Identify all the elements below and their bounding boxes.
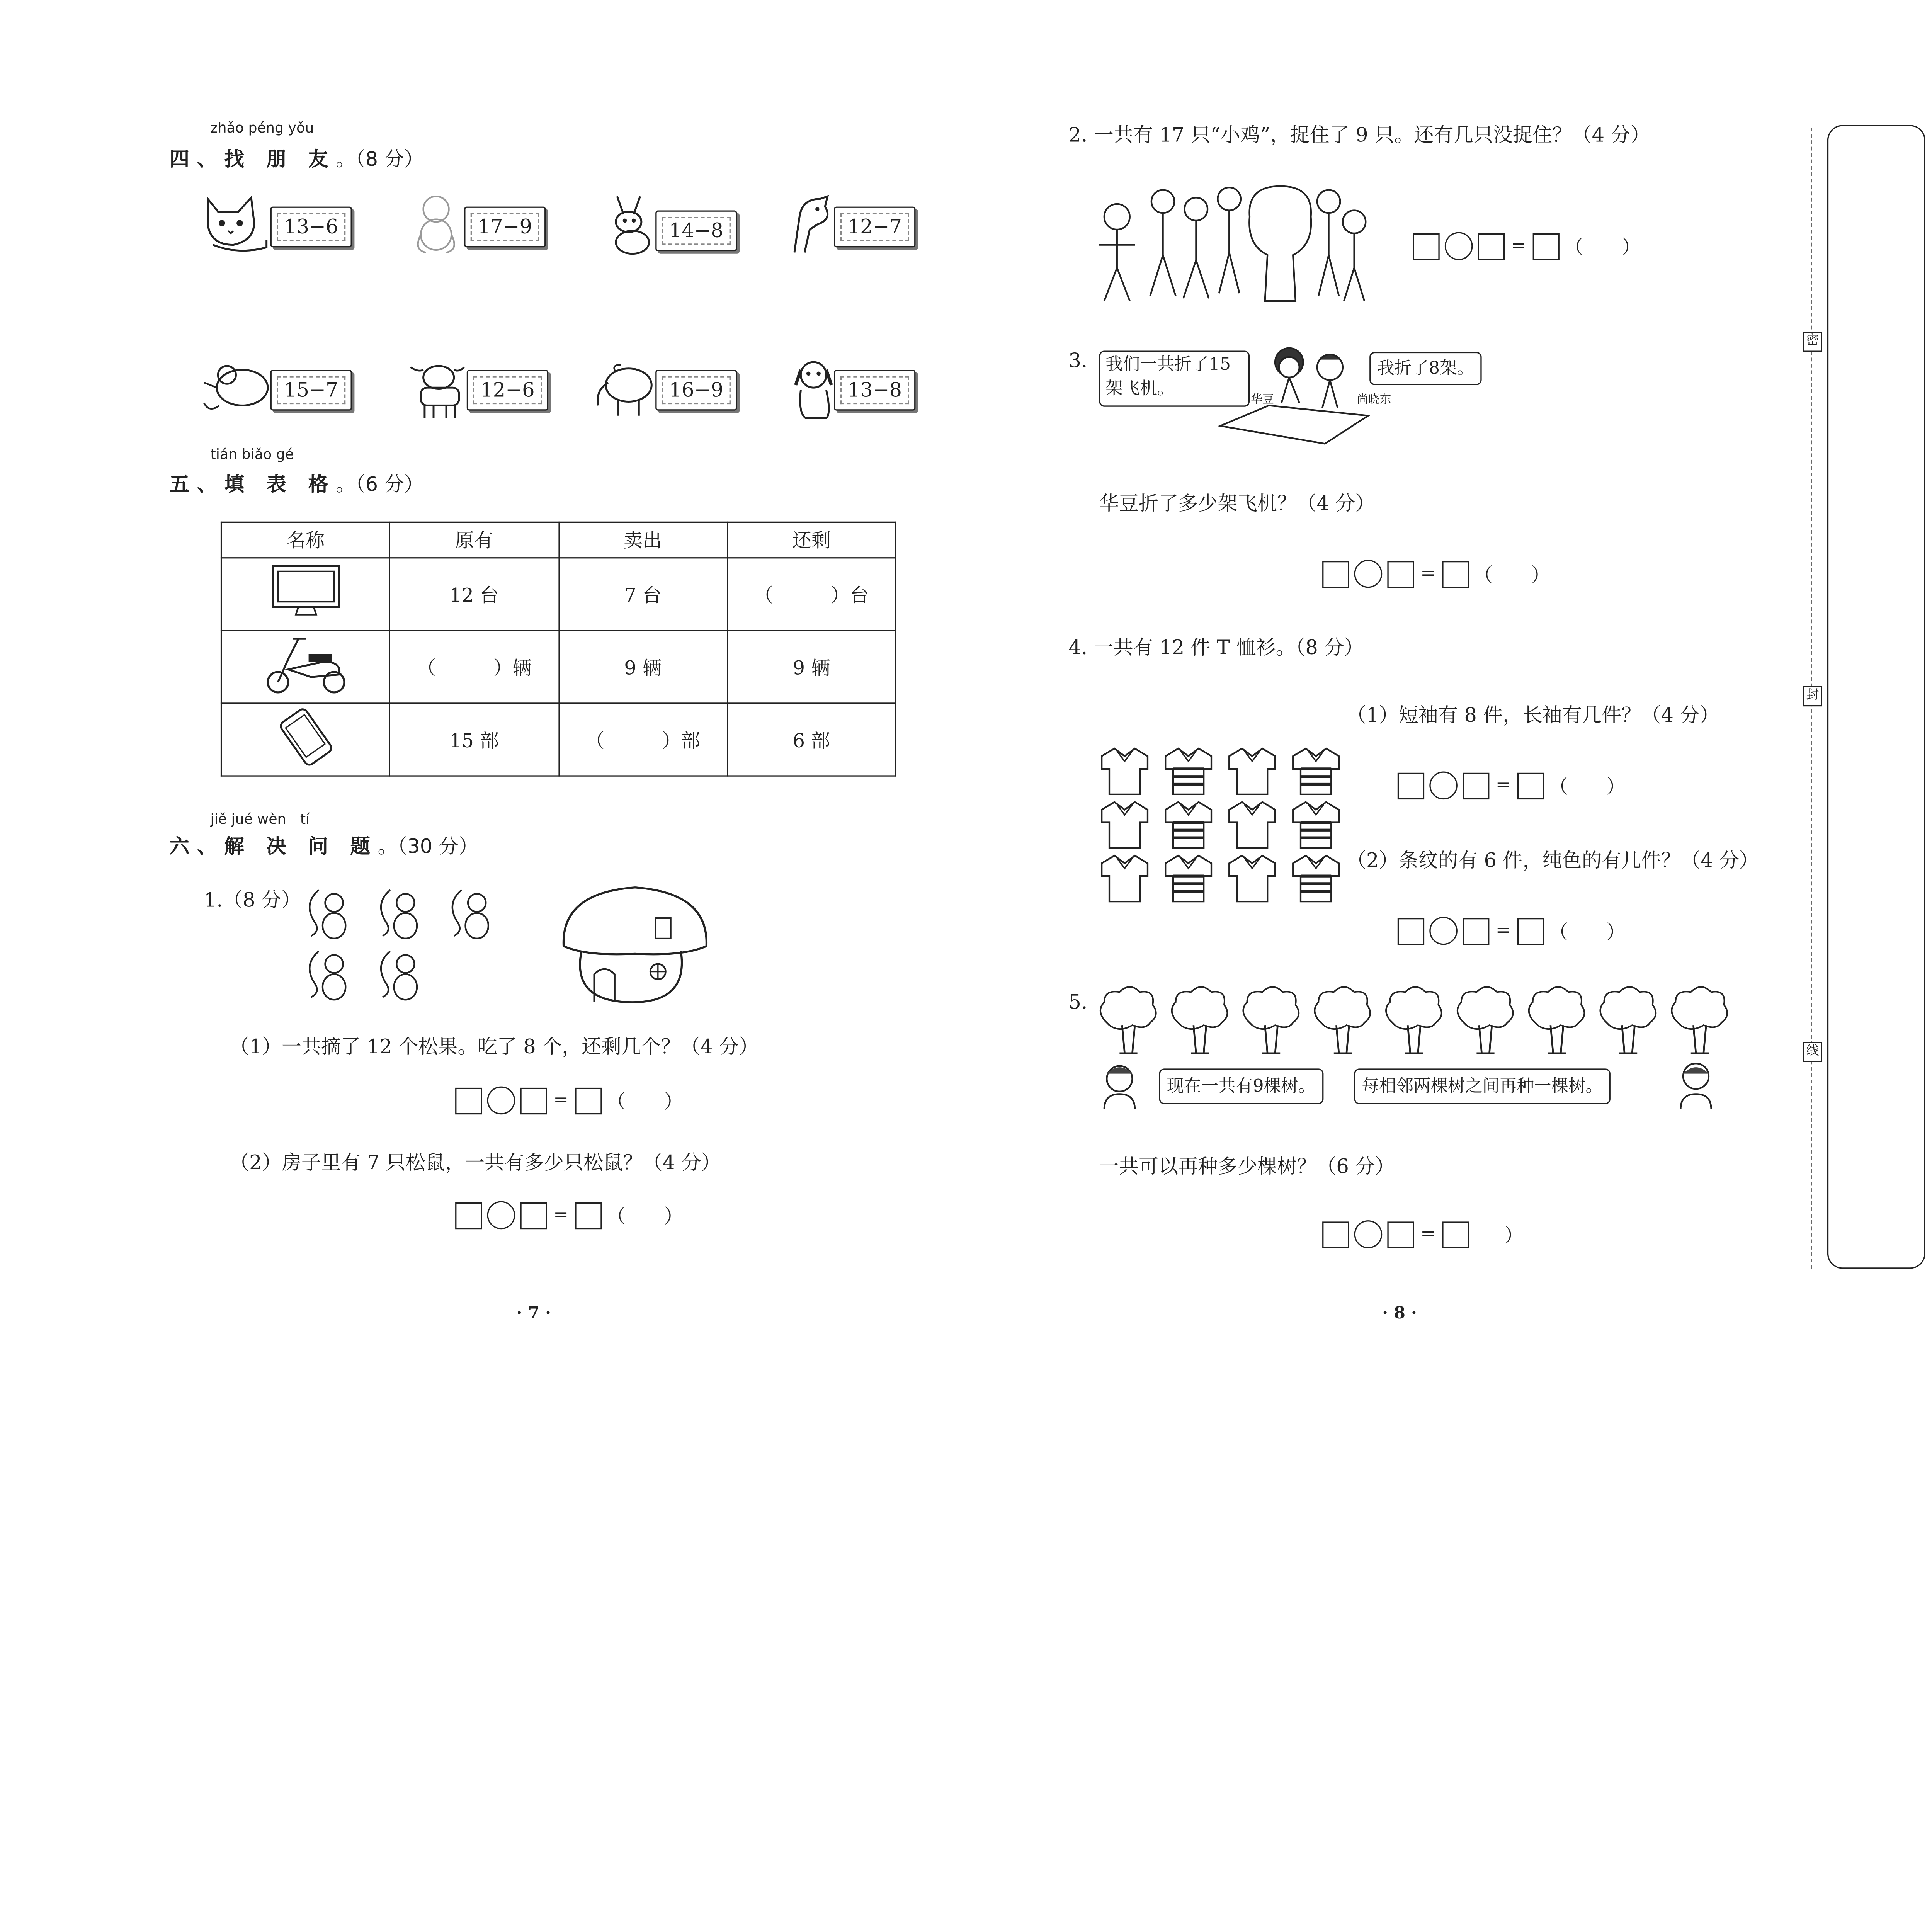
equals-sign: =: [553, 1090, 568, 1111]
table-cell: 9 辆: [558, 631, 727, 703]
answer-box[interactable]: [1413, 233, 1439, 259]
tree-icon: [1600, 987, 1656, 1053]
t-shirt-icon: [1165, 855, 1211, 901]
monkey-icon: [408, 191, 466, 258]
answer-box[interactable]: [1387, 1221, 1414, 1248]
unit-paren[interactable]: （ ）: [1473, 563, 1550, 586]
section6-score: 。（30 分）: [378, 835, 478, 858]
table-cell: 7 台: [558, 558, 727, 631]
q5-label: 5.: [1068, 991, 1088, 1014]
section6-title-text: 六、解 决 问 题: [169, 835, 378, 858]
tree-icon: [1100, 987, 1156, 1053]
t-shirt-icon: [1102, 855, 1148, 901]
table-header: 还剩: [727, 522, 896, 558]
unit-paren[interactable]: （ ）: [1564, 235, 1641, 259]
answer-expression: [455, 1201, 683, 1230]
equals-sign: =: [553, 1205, 568, 1226]
operator-circle[interactable]: [1354, 560, 1383, 588]
table-cell: 15 部: [390, 703, 558, 776]
unit-paren[interactable]: （ ）: [606, 1204, 683, 1228]
speech-bubble: 我折了8架。: [1369, 352, 1482, 385]
unit-paren[interactable]: （ ）: [606, 1089, 683, 1113]
seal-mark: 封: [1803, 686, 1822, 706]
answer-expression: [1322, 1220, 1525, 1248]
answer-box[interactable]: [455, 1087, 482, 1114]
t-shirt-icon: [1293, 855, 1339, 901]
speech-bubble: 每相邻两棵树之间再种一棵树。: [1354, 1068, 1611, 1104]
equals-sign: =: [1420, 1224, 1435, 1245]
operator-circle[interactable]: [487, 1087, 515, 1115]
section5-title-text: 五、填 表 格: [169, 473, 336, 496]
subtraction-card[interactable]: 12−6: [467, 370, 548, 411]
fill-table: [221, 522, 896, 777]
q2-text: 2. 一共有 17 只“小鸡”，捉住了 9 只。还有几只没捉住？（4 分）: [1068, 124, 1650, 147]
section5-score: 。（6 分）: [335, 473, 424, 496]
seal-mark: 线: [1803, 1042, 1822, 1062]
cat-icon: [200, 191, 270, 258]
answer-box[interactable]: [1478, 233, 1505, 259]
q3-question: 华豆折了多少架飞机？（4 分）: [1099, 492, 1375, 515]
answer-box[interactable]: [1532, 233, 1559, 259]
t-shirt-icon: [1102, 802, 1148, 848]
table-item-cell: [221, 558, 390, 631]
answer-box[interactable]: [1517, 917, 1544, 944]
subtraction-card[interactable]: 15−7: [270, 370, 352, 411]
page-number-7: · 7 ·: [516, 1304, 551, 1324]
binding-panel: [1827, 125, 1925, 1269]
rabbit-icon: [602, 191, 660, 258]
children-chasing-illustration: [1094, 179, 1374, 306]
q4-sub1: （1）短袖有 8 件，长袖有几件？（4 分）: [1346, 704, 1719, 727]
t-shirt-icon: [1229, 748, 1275, 794]
table-item-cell: [221, 631, 390, 703]
t-shirt-icon: [1165, 802, 1211, 848]
answer-box[interactable]: [1463, 917, 1489, 944]
q4-text: 4. 一共有 12 件 T 恤衫。（8 分）: [1068, 636, 1364, 660]
q1-label: 1.（8 分）: [204, 889, 301, 912]
equals-sign: =: [1495, 920, 1511, 941]
squirrel-icon: [310, 951, 345, 1000]
section5-title: [170, 469, 424, 497]
table-answer-cell[interactable]: （ ）部: [558, 703, 727, 776]
section4-score: 。（8 分）: [335, 148, 424, 171]
squirrel-icon: [381, 890, 417, 938]
answer-expression: [1398, 772, 1626, 800]
operator-circle[interactable]: [1354, 1220, 1383, 1248]
answer-expression: [1322, 560, 1550, 588]
subtraction-card[interactable]: 16−9: [655, 370, 737, 411]
section4-title-text: 四、找 朋 友: [169, 148, 336, 171]
table-header: 原有: [390, 522, 558, 558]
answer-box[interactable]: [455, 1202, 482, 1228]
answer-expression: [1413, 232, 1641, 260]
unit-paren[interactable]: （ ）: [1549, 920, 1626, 943]
answer-box[interactable]: [1463, 772, 1489, 799]
operator-circle[interactable]: [487, 1201, 515, 1230]
subtraction-card[interactable]: 12−7: [834, 207, 915, 248]
table-header: 名称: [221, 522, 390, 558]
trees-row-illustration: [1094, 982, 1731, 1058]
section4-title: [170, 144, 424, 172]
answer-box[interactable]: [1442, 560, 1468, 587]
squirrel-icon: [381, 951, 417, 1000]
table-row: [221, 558, 896, 631]
squirrels-illustration: [301, 885, 505, 1005]
speech-bubble: 我们一共折了15架飞机。: [1099, 351, 1250, 407]
equals-sign: =: [1420, 563, 1435, 584]
table-answer-cell[interactable]: （ ）台: [727, 558, 896, 631]
answer-box[interactable]: [1387, 560, 1414, 587]
mushroom-house-icon: [556, 880, 716, 1007]
t-shirt-icon: [1165, 748, 1211, 794]
answer-box[interactable]: [1398, 772, 1424, 799]
table-answer-cell[interactable]: （ ）辆: [390, 631, 558, 703]
answer-box[interactable]: [575, 1202, 601, 1228]
tree-icon: [1672, 987, 1727, 1053]
answer-expression: [1398, 917, 1626, 945]
table-cell: 6 部: [727, 703, 896, 776]
mobile-phone-icon: [267, 706, 344, 767]
subtraction-card[interactable]: 13−6: [270, 207, 352, 248]
boy-icon: [1670, 1058, 1721, 1112]
cow-icon: [405, 357, 469, 421]
horse-icon: [787, 191, 838, 258]
speech-bubble: 现在一共有9棵树。: [1159, 1068, 1323, 1104]
girl-icon: [1094, 1061, 1145, 1112]
t-shirt-icon: [1229, 855, 1275, 901]
subtraction-card[interactable]: 17−9: [464, 207, 546, 248]
section4-pinyin: zhǎo péng yǒu: [210, 120, 314, 137]
subtraction-card[interactable]: 13−8: [834, 370, 915, 411]
t-shirt-icon: [1229, 802, 1275, 848]
tree-icon: [1315, 987, 1370, 1053]
answer-box[interactable]: [520, 1202, 547, 1228]
operator-circle[interactable]: [1429, 917, 1458, 945]
table-header: 卖出: [558, 522, 727, 558]
tree-icon: [1529, 987, 1585, 1053]
table-cell: 9 辆: [727, 631, 896, 703]
squirrel-icon: [310, 890, 345, 938]
elephant-icon: [590, 360, 657, 421]
tree-icon: [1386, 987, 1442, 1053]
scooter-icon: [260, 634, 352, 695]
squirrel-icon: [452, 890, 488, 938]
unit-paren[interactable]: （ ）: [1549, 774, 1626, 798]
answer-box[interactable]: [1322, 560, 1349, 587]
t-shirt-icon: [1102, 748, 1148, 794]
q5-question: 一共可以再种多少棵树？（6 分）: [1099, 1155, 1395, 1179]
name-label: 华豆: [1251, 394, 1274, 407]
tree-icon: [1172, 987, 1228, 1053]
answer-box[interactable]: [1322, 1221, 1349, 1248]
tree-icon: [1458, 987, 1513, 1053]
seal-mark: 密: [1803, 332, 1822, 352]
table-item-cell: [221, 703, 390, 776]
boys-folding-planes-illustration: [1218, 342, 1371, 446]
t-shirt-icon: [1293, 748, 1339, 794]
q1-sub2: （2）房子里有 7 只松鼠，一共有多少只松鼠？（4 分）: [230, 1151, 721, 1175]
section5-pinyin: tián biǎo gé: [210, 446, 294, 463]
q1-sub1: （1）一共摘了 12 个松果。吃了 8 个，还剩几个？（4 分）: [230, 1035, 759, 1058]
table-row: [221, 631, 896, 703]
table-cell: 12 台: [390, 558, 558, 631]
tree-icon: [1243, 987, 1299, 1053]
answer-box[interactable]: [575, 1087, 601, 1114]
page-number-8: · 8 ·: [1382, 1304, 1417, 1324]
answer-box[interactable]: [1517, 772, 1544, 799]
section6-title: [170, 832, 478, 860]
answer-box[interactable]: [1398, 917, 1424, 944]
equals-sign: =: [1495, 775, 1511, 796]
operator-circle[interactable]: [1429, 772, 1458, 800]
answer-box[interactable]: [1442, 1221, 1468, 1248]
subtraction-card[interactable]: 14−8: [655, 211, 737, 252]
q3-label: 3.: [1068, 349, 1088, 372]
t-shirts-illustration: [1099, 746, 1349, 904]
name-label: 尚晓东: [1357, 394, 1391, 407]
close-paren: ）: [1504, 1223, 1524, 1247]
operator-circle[interactable]: [1445, 232, 1473, 260]
q4-sub2: （2）条纹的有 6 件，纯色的有几件？（4 分）: [1346, 849, 1759, 872]
t-shirt-icon: [1293, 802, 1339, 848]
mouse-icon: [201, 360, 272, 416]
section6-pinyin: jiě jué wèn tí: [210, 811, 310, 828]
table-row: [221, 703, 896, 776]
answer-expression: [455, 1087, 683, 1115]
answer-box[interactable]: [520, 1087, 547, 1114]
television-icon: [265, 562, 346, 621]
equals-sign: =: [1511, 236, 1526, 257]
